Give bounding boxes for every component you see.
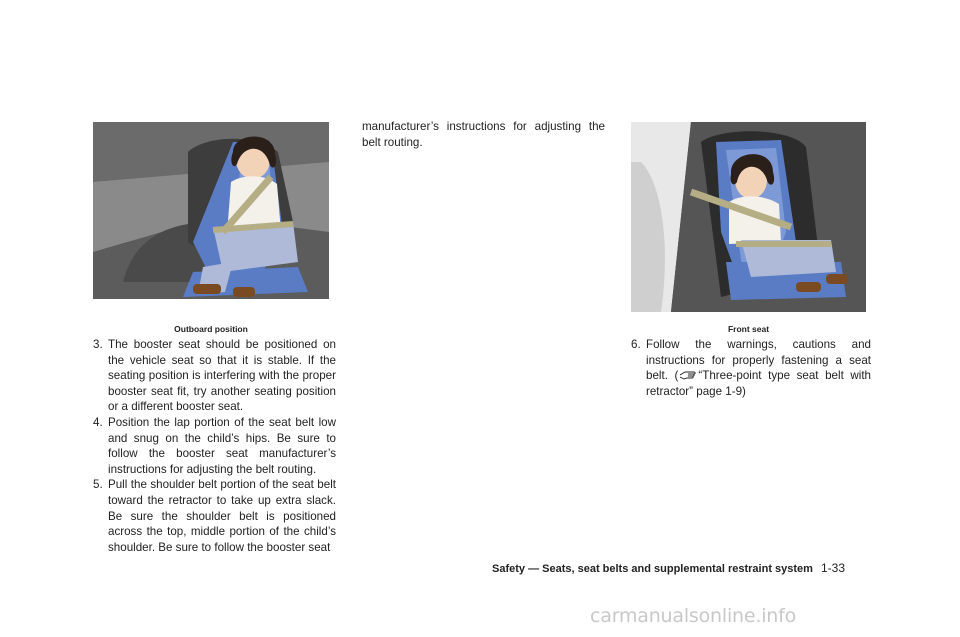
figure-front-seat xyxy=(631,122,866,312)
column-3-text xyxy=(631,337,871,399)
list-text: Position the lap portion of the seat belt low and snug on the child’s hips. Be sure to follow the booster seat manufacturer’s instructions for adjusting the belt routing. xyxy=(108,415,336,476)
list-item-4 xyxy=(93,415,336,477)
continued-text: manufacturer’s instructions for adjusting the belt routing. xyxy=(362,120,605,149)
list-text: The booster seat should be positioned on the vehicle seat so that it is stable. If the seating position is interfering with the proper booster seat fit, try another seating position or a different booster seat. xyxy=(108,338,336,414)
list-number: 5. xyxy=(93,478,103,492)
page-footer xyxy=(492,561,845,575)
list-text-after: “Three-point type seat belt with retractor” page 1-9) xyxy=(646,369,872,398)
illustration-booster-seat-front xyxy=(631,122,866,312)
figure-outboard-position xyxy=(93,122,329,299)
list-text-before: Follow the warnings, cautions and instructions for properly fastening a seat belt. ( xyxy=(646,338,871,383)
list-item-5 xyxy=(93,477,336,555)
pointing-hand-icon xyxy=(679,369,697,381)
list-number: 3. xyxy=(93,338,103,351)
list-number: 4. xyxy=(93,415,103,429)
illustration-booster-seat-rear xyxy=(93,122,329,299)
watermark: carmanualsonline.info xyxy=(590,605,797,627)
column-2-text xyxy=(362,119,605,150)
list-item-6 xyxy=(631,337,871,399)
figure-caption-outboard: Outboard position xyxy=(174,324,248,334)
list-text: Pull the shoulder belt portion of the seat belt toward the retractor to take up extra slack. Be sure the shoulder belt is positioned across the top, middle portion of the child’s shoulder. Be sure to follow the booster seat xyxy=(108,478,336,554)
column-1-text xyxy=(93,337,336,555)
continued-paragraph xyxy=(362,119,605,150)
page-number: 1-33 xyxy=(820,561,845,575)
figure-caption-front: Front seat xyxy=(727,324,770,334)
list-item-3 xyxy=(93,337,336,415)
footer-section-title: Safety — Seats, seat belts and supplemental restraint system xyxy=(492,563,813,575)
list-number: 6. xyxy=(631,338,641,351)
